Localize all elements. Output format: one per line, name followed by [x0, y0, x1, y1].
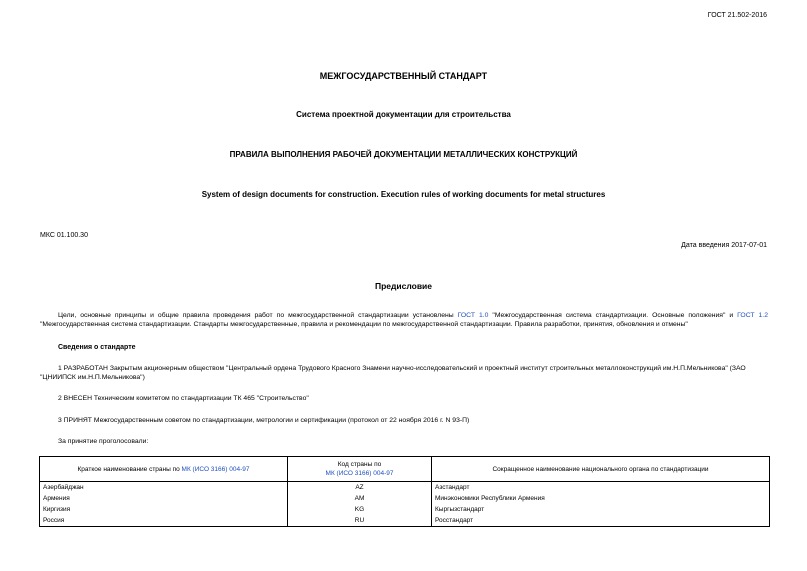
- country-cell: Россия: [40, 515, 288, 527]
- intro-text-2: "Межгосударственная система стандартизации. Основные положения" и: [488, 312, 738, 319]
- body-cell: Азстандарт: [432, 482, 770, 494]
- code-cell: AM: [288, 493, 432, 504]
- table-row: [40, 515, 770, 527]
- mk-iso-link-1[interactable]: МК (ИСО 3166) 004-97: [181, 465, 250, 473]
- body-cell: Минэкономики Республики Армения: [432, 493, 770, 504]
- info-heading: Сведения о стандарте: [58, 344, 136, 351]
- item-adopted: 3 ПРИНЯТ Межгосударственным советом по стандартизации, метрологии и сертификации (протокол от 22 ноября 2016 г. N 93-П): [58, 417, 470, 424]
- intro-text-3: "Межгосударственная система стандартизации. Стандарты межгосударственные, правила и рекомендации по межгосударственной стандартизации. Правила разработки, принятия, обновления и отмены": [40, 321, 688, 328]
- mk-iso-link-2[interactable]: МК (ИСО 3166) 004-97: [325, 470, 394, 477]
- system-heading: Система проектной документации для строительства: [296, 110, 511, 119]
- table-row: [40, 493, 770, 504]
- code-cell: KG: [288, 504, 432, 515]
- item-developed: 1 РАЗРАБОТАН Закрытым акционерным обществом "Центральный ордена Трудового Красного Знамени научно-исследовательский и проектный институт строительных металлоконструкций им.Н.П.Мельникова" (ЗАО "ЦНИИПСК им.Н.П.Мельникова"): [40, 365, 746, 381]
- table-row: [40, 504, 770, 515]
- header-body: Сокращенное наименование национального органа по стандартизации: [432, 457, 770, 482]
- table-row: [40, 482, 770, 494]
- title-en: System of design documents for construction. Execution rules of working documents for metal structures: [201, 190, 606, 199]
- body-cell: Росстандарт: [432, 515, 770, 527]
- table-header-row: [40, 457, 770, 482]
- header-country-text: Краткое наименование страны по: [77, 465, 182, 473]
- title-ru: ПРАВИЛА ВЫПОЛНЕНИЯ РАБОЧЕЙ ДОКУМЕНТАЦИИ МЕТАЛЛИЧЕСКИХ КОНСТРУКЦИЙ: [229, 150, 578, 159]
- country-cell: Армения: [40, 493, 288, 504]
- preface-heading: Предисловие: [374, 281, 433, 291]
- header-code: [288, 457, 432, 482]
- gost-1-2-link[interactable]: ГОСТ 1.2: [737, 312, 768, 319]
- preface-intro: [40, 311, 768, 329]
- mks-code: МКС 01.100.30: [40, 232, 88, 239]
- voting-table: [39, 456, 770, 527]
- code-cell: RU: [288, 515, 432, 527]
- header-country: [40, 457, 288, 482]
- standard-type-heading: МЕЖГОСУДАРСТВЕННЫЙ СТАНДАРТ: [319, 71, 488, 81]
- intro-text-1: Цели, основные принципы и общие правила проведения работ по межгосударственной стандартизации установлены: [58, 312, 458, 319]
- country-cell: Киргизия: [40, 504, 288, 515]
- document-code: ГОСТ 21.502-2016: [707, 12, 767, 19]
- body-cell: Кыргызстандарт: [432, 504, 770, 515]
- gost-1-0-link[interactable]: ГОСТ 1.0: [457, 312, 489, 319]
- intro-date: Дата введения 2017-07-01: [681, 242, 767, 249]
- header-code-text: Код страны по: [337, 461, 382, 468]
- voted-label: За принятие проголосовали:: [58, 438, 149, 445]
- item-introduced: 2 ВНЕСЕН Техническим комитетом по стандартизации ТК 465 "Строительство": [58, 395, 309, 402]
- country-cell: Азербайджан: [40, 482, 288, 494]
- code-cell: AZ: [288, 482, 432, 494]
